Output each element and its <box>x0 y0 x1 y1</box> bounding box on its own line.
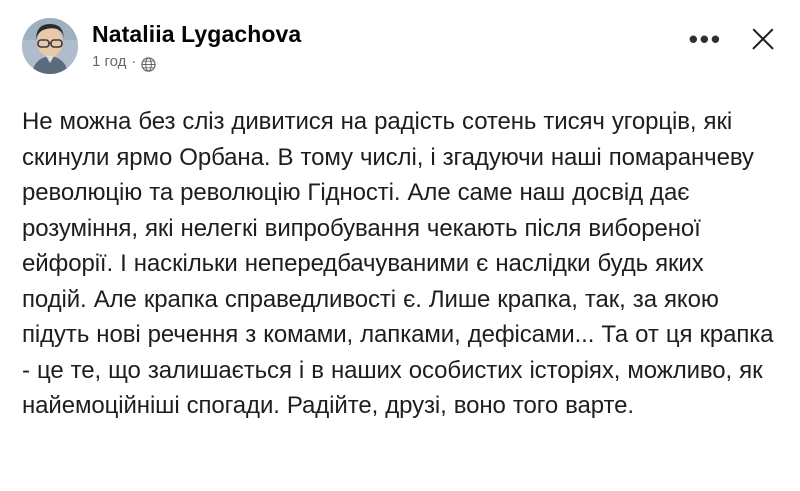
meta-separator: · <box>131 53 137 70</box>
post-author-block <box>92 18 689 71</box>
close-icon[interactable] <box>748 24 778 54</box>
header-actions <box>689 18 778 54</box>
post-text: Не можна без сліз дивитися на радість сотень тисяч угорців, які скинули ярмо Орбана. В тому числі, і згадуючи наші помаранчеву революцію та революцію Гідності. Але саме наш досвід дає розуміння, які нелегкі випробування чекають після вибореної ейфорії. І наскільки непередбачуваними є наслідки будь яких подій. Але крапка справедливості є. Лише крапка, так, за якою підуть нові речення з комами, лапками, дефісами... Та от ця крапка - це те, що залишається і в наших особистих історіях, можливо, як найемоційніші спогади. Радійте, друзі, воно того варте. <box>22 108 774 419</box>
more-options-icon[interactable]: ••• <box>688 24 722 54</box>
globe-icon[interactable] <box>141 57 156 72</box>
post-header <box>22 18 778 90</box>
post-timestamp[interactable]: 1 год <box>92 53 127 70</box>
author-name[interactable]: Nataliia Lygachova <box>92 21 302 47</box>
post-meta <box>92 53 689 71</box>
avatar[interactable] <box>22 18 78 74</box>
